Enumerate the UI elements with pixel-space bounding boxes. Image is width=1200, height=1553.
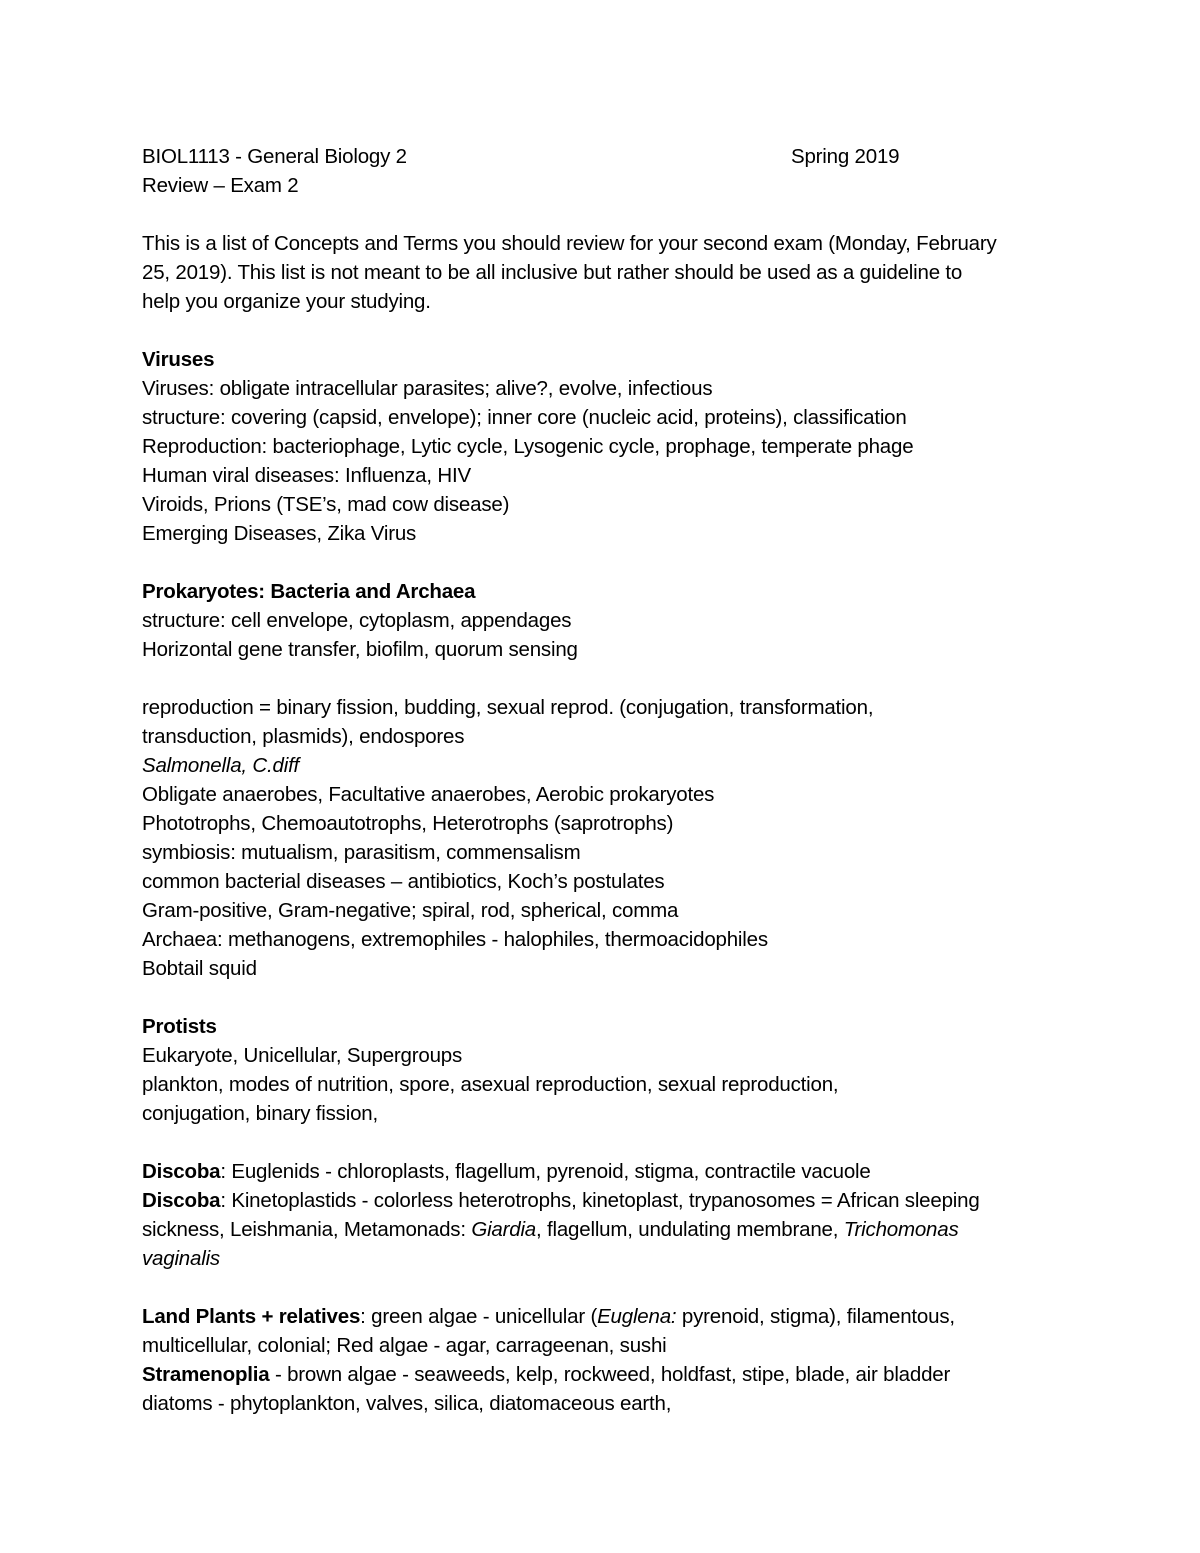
discoba-text: , flagellum, undulating membrane, (536, 1218, 844, 1241)
discoba-text: : Euglenids - chloroplasts, flagellum, pyrenoid, stigma, contractile vacuole (220, 1160, 871, 1183)
stramenoplia-label: Stramenoplia (142, 1363, 270, 1386)
term-label: Spring 2019 (791, 145, 900, 168)
prokaryotes-line: Horizontal gene transfer, biofilm, quorum sensing (142, 638, 578, 661)
prokaryotes-line: Phototrophs, Chemoautotrophs, Heterotrophs (saprotrophs) (142, 812, 674, 835)
land-plants-italic: Euglena: (597, 1305, 677, 1328)
prokaryotes-line: structure: cell envelope, cytoplasm, appendages (142, 609, 572, 632)
land-plants-label: Land Plants + relatives (142, 1305, 361, 1328)
land-plants-line (142, 1302, 1062, 1331)
discoba-line (142, 1215, 1062, 1244)
course-title: BIOL1113 - General Biology 2 (142, 145, 407, 168)
document-subtitle: Review – Exam 2 (142, 174, 299, 197)
prokaryotes-line: Gram-positive, Gram-negative; spiral, rod, spherical, comma (142, 899, 679, 922)
protists-line: conjugation, binary fission, (142, 1102, 378, 1125)
land-plants-text: pyrenoid, stigma), filamentous, (676, 1305, 955, 1328)
discoba-label: Discoba (142, 1189, 221, 1212)
discoba-text: : Kinetoplastids - colorless heterotrophs, kinetoplast, trypanosomes = African sleeping (220, 1189, 980, 1212)
stramenoplia-text: - brown algae - seaweeds, kelp, rockweed, holdfast, stipe, blade, air bladder (269, 1363, 951, 1386)
section-heading-viruses: Viruses (142, 348, 215, 371)
spacer (142, 983, 1062, 1012)
section-heading-protists: Protists (142, 1015, 217, 1038)
protists-line: plankton, modes of nutrition, spore, asexual reproduction, sexual reproduction, (142, 1073, 839, 1096)
prokaryotes-line: Archaea: methanogens, extremophiles - halophiles, thermoacidophiles (142, 928, 768, 951)
spacer (142, 1273, 1062, 1302)
land-plants-text: : green algae - unicellular ( (360, 1305, 598, 1328)
document-page (142, 142, 1062, 1418)
discoba-italic-line: vaginalis (142, 1247, 220, 1270)
prokaryotes-line: Obligate anaerobes, Facultative anaerobes, Aerobic prokaryotes (142, 783, 715, 806)
spacer (142, 548, 1062, 577)
intro-line: help you organize your studying. (142, 290, 431, 313)
spacer (142, 1128, 1062, 1157)
viruses-line: Viroids, Prions (TSE’s, mad cow disease) (142, 493, 510, 516)
header-row (142, 142, 1062, 171)
discoba-italic: Giardia (471, 1218, 537, 1241)
viruses-line: Emerging Diseases, Zika Virus (142, 522, 417, 545)
discoba-text: sickness, Leishmania, Metamonads: (142, 1218, 472, 1241)
protists-line: Eukaryote, Unicellular, Supergroups (142, 1044, 463, 1067)
land-plants-line: multicellular, colonial; Red algae - agar, carrageenan, sushi (142, 1334, 667, 1357)
prokaryotes-line: transduction, plasmids), endospores (142, 725, 465, 748)
diatoms-line: diatoms - phytoplankton, valves, silica, diatomaceous earth, (142, 1392, 672, 1415)
viruses-line: Viruses: obligate intracellular parasites; alive?, evolve, infectious (142, 377, 713, 400)
intro-line: This is a list of Concepts and Terms you should review for your second exam (Monday, February (142, 232, 997, 255)
viruses-line: structure: covering (capsid, envelope); inner core (nucleic acid, proteins), classification (142, 406, 907, 429)
spacer (142, 200, 1062, 229)
discoba-line (142, 1186, 1062, 1215)
section-heading-prokaryotes: Prokaryotes: Bacteria and Archaea (142, 580, 476, 603)
stramenoplia-line (142, 1360, 1062, 1389)
prokaryotes-line: Bobtail squid (142, 957, 257, 980)
spacer (142, 316, 1062, 345)
viruses-line: Reproduction: bacteriophage, Lytic cycle, Lysogenic cycle, prophage, temperate phage (142, 435, 914, 458)
prokaryotes-line: symbiosis: mutualism, parasitism, commensalism (142, 841, 581, 864)
discoba-label: Discoba (142, 1160, 221, 1183)
discoba-italic: Trichomonas (843, 1218, 959, 1241)
viruses-line: Human viral diseases: Influenza, HIV (142, 464, 471, 487)
prokaryotes-line: reproduction = binary fission, budding, sexual reprod. (conjugation, transformation, (142, 696, 874, 719)
discoba-line (142, 1157, 1062, 1186)
spacer (142, 664, 1062, 693)
intro-line: 25, 2019). This list is not meant to be all inclusive but rather should be used as a guideline to (142, 261, 963, 284)
prokaryotes-line: common bacterial diseases – antibiotics, Koch’s postulates (142, 870, 665, 893)
prokaryotes-italic-line: Salmonella, C.diff (142, 754, 300, 777)
